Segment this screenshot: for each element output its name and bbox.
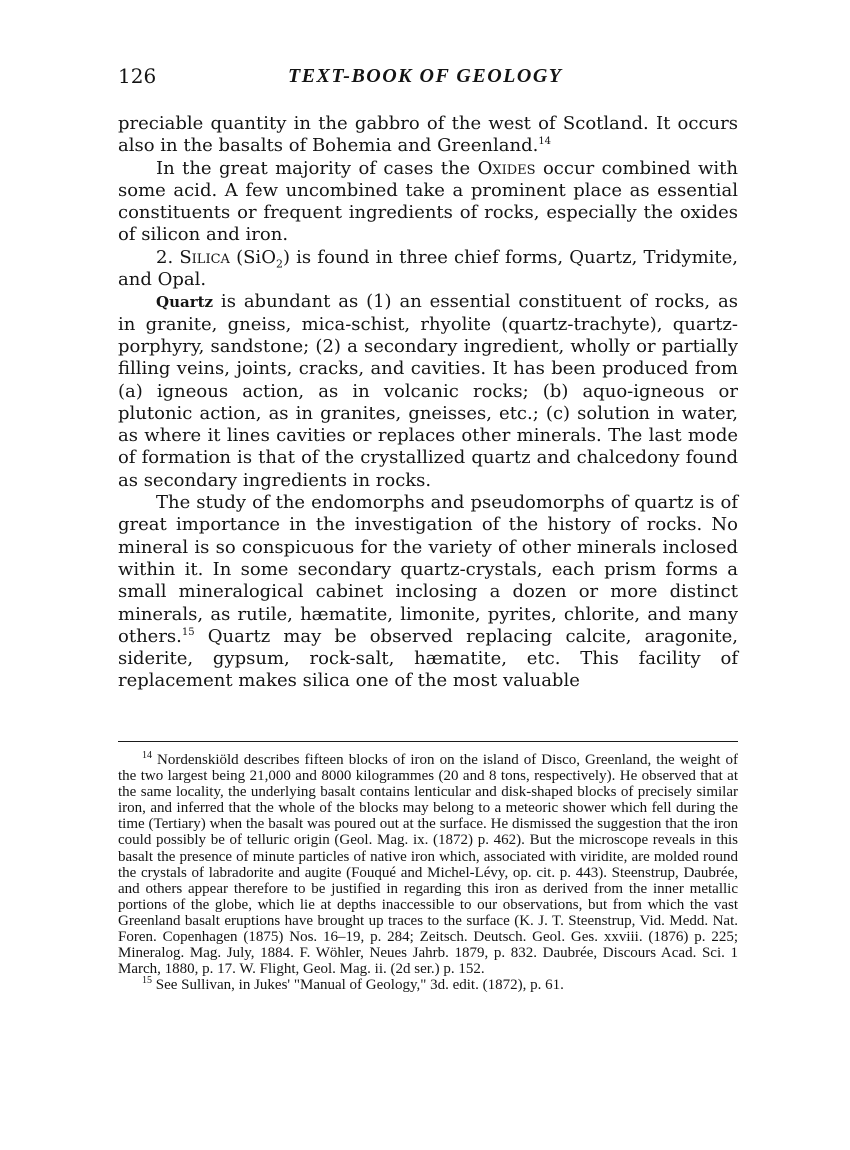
paragraph-oxides <box>118 158 738 247</box>
footnotes <box>118 752 738 993</box>
page-header <box>118 64 738 90</box>
footnote-text: See Sullivan, in Jukes' "Manual of Geology," 3d. edit. (1872), p. 61. <box>152 977 564 994</box>
paragraph-text: In the great majority of cases the <box>156 157 478 179</box>
footnote-number: 14 <box>142 750 152 761</box>
paragraph-endomorphs <box>118 492 738 693</box>
formula-subscript: 2 <box>275 257 283 271</box>
running-title: TEXT-BOOK OF GEOLOGY <box>288 65 563 87</box>
paragraph-quartz <box>118 291 738 492</box>
paragraph-text: The study of the endomorphs and pseudomorphs of quartz is of great importance in the investigation of the history of rocks. No mineral is so conspicuous for the variety of other minerals inclosed within it. In some secondary quartz-crystals, each prism forms a small mineralogical cabinet inclosing a dozen or more distinct minerals, as rutile, hæmatite, limonite, pyrites, chlorite, and many others. <box>118 492 738 647</box>
paragraph-text: is abundant as (1) an essential constituent of rocks, as in granite, gneiss, mica-schist, rhyolite (quartz-trachyte), quartz-porphyry, sandstone; (2) a secondary ingredient, wholly or partially filling veins, joints, cracks, and cavities. It has been produced from (a) igneous action, as in volcanic rocks; (b) aquo-igneous or plutonic action, as in granites, gneisses, etc.; (c) solution in water, as where it lines cavities or replaces other minerals. The last mode of formation is that of the crystallized quartz and chalcedony found as secondary ingredients in rocks. <box>118 291 738 491</box>
paragraph-text: Quartz may be observed replacing calcite, aragonite, siderite, gypsum, rock-salt, hæmatite, etc. This facility of replacement makes silica one of the most valuable <box>118 625 738 692</box>
section-number: 2. <box>156 246 180 268</box>
footnote-ref-14: 14 <box>538 136 552 148</box>
footnote-ref-15: 15 <box>181 626 195 638</box>
footnote-text: Nordenskiöld describes fifteen blocks of iron on the island of Disco, Greenland, the weight of the two largest being 21,000 and 8000 kilogrammes (20 and 8 tons, respectively). He observed that at the same locality, the underlying basalt contains lenticular and disk-shaped blocks of precisely similar iron, and inferred that the whole of the blocks may belong to a meteoric shower which fell during the time (Tertiary) when the basalt was poured out at the surface. He dismissed the suggestion that the iron could possibly be of telluric origin (Geol. Mag. ix. (1872) p. 462). But the microscope reveals in this basalt the presence of minute particles of native iron which, associated with viridite, are molded round the crystals of labradorite and augite (Fouqué and Michel-Lévy, op. cit. p. 443). Steenstrup, Daubrée, and others appear therefore to be justified in regarding this iron as derived from the inner metallic portions of the globe, which lie at depths inaccessible to our observations, but from which the vast Greenland basalt eruptions have brought up traces to the surface (K. J. T. Steenstrup, Vid. Medd. Nat. Foren. Copenhagen (1875) Nos. 16–19, p. 284; Zeitsch. Deutsch. Geol. Ges. xxviii. (1876) p. 225; Mineralog. Mag. July, 1884. F. Wöhler, Neues Jahrb. 1879, p. 832. Daubrée, Discours Acad. Sci. 1 March, 1880, p. 17. W. Flight, Geol. Mag. ii. (2d ser.) p. 152. <box>118 752 738 978</box>
footnote-14 <box>118 752 738 977</box>
paragraph-silica <box>118 247 738 292</box>
page-number: 126 <box>118 64 157 88</box>
main-text <box>118 113 738 693</box>
paragraph-text: occur combined with some acid. A few uncombined take a prominent place as essential constituents or frequent ingredients of rocks, especially the oxides of silicon and iron. <box>118 157 738 246</box>
paragraph-continuation <box>118 113 738 158</box>
footnote-15 <box>118 977 738 993</box>
paragraph-text: preciable quantity in the gabbro of the west of Scotland. It occurs also in the basalts of Bohemia and Greenland. <box>118 113 738 157</box>
paragraph-text: ) is found in three chief forms, Quartz, Tridymite, and Opal. <box>118 246 739 291</box>
formula-text: (SiO <box>229 246 276 268</box>
footnote-number: 15 <box>142 975 152 987</box>
term-silica: Silica <box>179 246 230 268</box>
footnote-divider <box>118 741 738 742</box>
term-oxides: Oxides <box>477 157 536 179</box>
term-quartz: Quartz <box>156 293 214 312</box>
